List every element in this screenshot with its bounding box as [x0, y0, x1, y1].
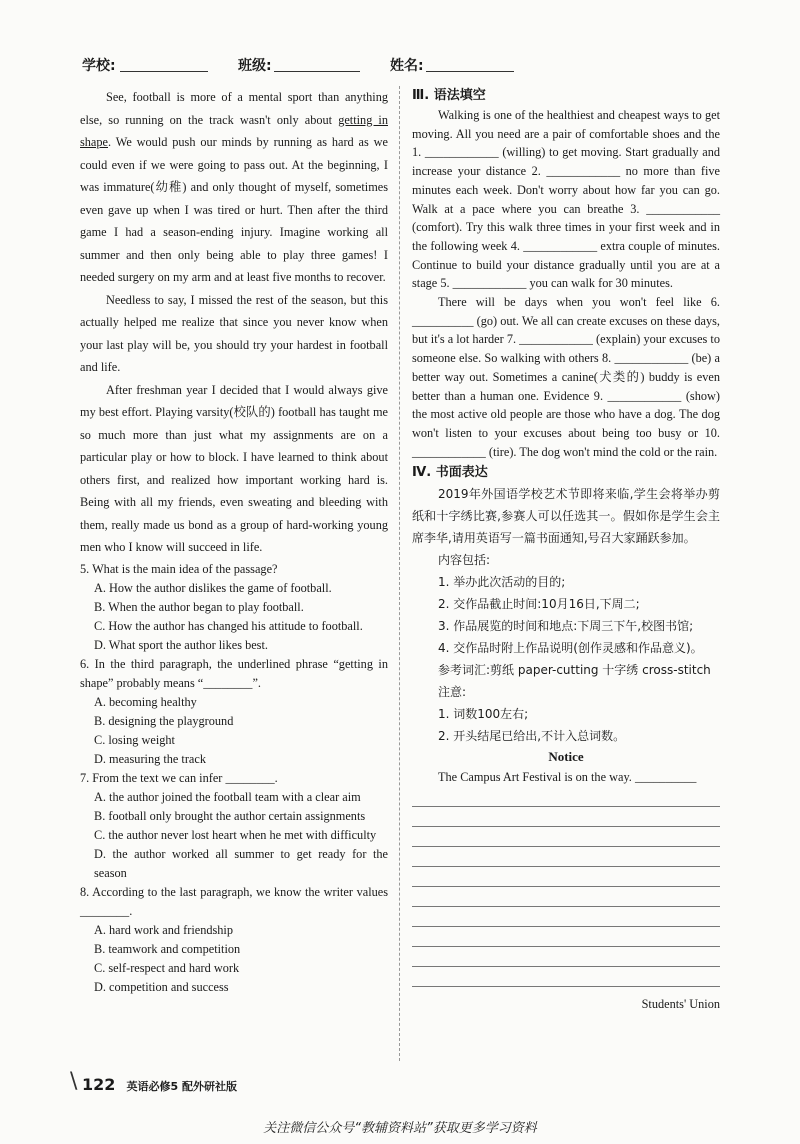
- school-blank[interactable]: [120, 71, 208, 72]
- content-item: 3. 作品展览的时间和地点:下周三下午,校图书馆;: [438, 619, 694, 634]
- bottom-banner: 关注微信公众号“教辅资料站”获取更多学习资料: [263, 1121, 537, 1136]
- writing-area[interactable]: [412, 787, 720, 987]
- name-label: 姓名:: [390, 58, 424, 74]
- option[interactable]: C. self-respect and hard work: [94, 960, 240, 975]
- footer-slash: \: [70, 1069, 78, 1094]
- content-item: 2. 交作品截止时间:10月16日,下周二;: [438, 597, 640, 612]
- notice-title: Notice: [548, 749, 584, 765]
- grammar-paragraph-2: There will be days when you won't feel like 6. __________ (go) out. We all can create excuses on these days, but it's a lot harder 7. ____________ (explain) your excuses to someone else. So walking with others 8. ____________ (be) a better way out. Sometimes a canine(犬类的) buddy is even better than a human one. Evidence 9. ____________ (show) the most active old people are those who have a dog. The dog won't listen to your excuses about being too busy or 10. ____________ (tire). The dog won't mind the cold or the rain.: [412, 295, 720, 459]
- writing-line[interactable]: [412, 847, 720, 867]
- option[interactable]: B. teamwork and competition: [94, 941, 241, 956]
- writing-intro: 2019年外国语学校艺术节即将来临,学生会将举办剪纸和十字绣比赛,参赛人可以任选其一。假如你是学生会主席李华,请用英语写一篇书面通知,号召大家踊跃参加。: [412, 487, 720, 546]
- question-5: 5. What is the main idea of the passage? A. How the author dislikes the game of football. B. When the author began to play football. C. How the author has changed his attitude to football. D. What sport the author likes best.: [80, 560, 388, 655]
- option[interactable]: D. competition and success: [94, 979, 229, 994]
- book-title: 英语必修5 配外研社版: [126, 1080, 237, 1093]
- question-8: 8. According to the last paragraph, we know the writer values ________. A. hard work and friendship B. teamwork and competition C. self-respect and hard work D. competition and success: [80, 883, 388, 997]
- name-blank[interactable]: [426, 71, 514, 72]
- column-divider: [399, 86, 400, 1061]
- option[interactable]: A. the author joined the football team with a clear aim: [94, 789, 361, 804]
- option[interactable]: B. football only brought the author certain assignments: [94, 808, 366, 823]
- writing-line[interactable]: [412, 967, 720, 987]
- note-item: 2. 开头结尾已给出,不计入总词数。: [438, 729, 626, 744]
- option[interactable]: C. How the author has changed his attitude to football.: [94, 618, 363, 633]
- class-label: 班级:: [238, 58, 272, 74]
- option[interactable]: A. How the author dislikes the game of football.: [94, 580, 332, 595]
- header: [0, 55, 800, 79]
- option[interactable]: A. becoming healthy: [94, 694, 197, 709]
- class-blank[interactable]: [274, 71, 360, 72]
- writing-line[interactable]: [412, 807, 720, 827]
- writing-line[interactable]: [412, 827, 720, 847]
- option[interactable]: A. hard work and friendship: [94, 922, 233, 937]
- writing-line[interactable]: [412, 787, 720, 807]
- grammar-paragraph-1: Walking is one of the healthiest and cheapest ways to get moving. All you need are a pair of comfortable shoes and the 1. ____________ (willing) to get moving. Start gradually and increase your distance 2. ____________ no more than five minutes each week. Don't worry about how far you can go. Walk at a pace where you can breathe 3. ____________ (comfort). Try this walk three times in your first week and in the following week 4. ____________ extra couple of minutes. Continue to build your distance gradually until you are at a stage 5. ____________ you can walk for 30 minutes.: [412, 108, 720, 291]
- content-label: 内容包括:: [438, 553, 491, 568]
- question-6: 6. In the third paragraph, the underlined phrase “getting in shape” probably means “________”. A. becoming healthy B. designing the playground C. losing weight D. measuring the track: [80, 655, 388, 769]
- option[interactable]: C. the author never lost heart when he met with difficulty: [94, 827, 377, 842]
- passage-paragraph-3: After freshman year I decided that I would always give my best effort. Playing varsity(校队的) football has taught me so much more than just what my assignments are on a particular play or how to block. I have learned to think about others first, and realized how important working hard is. Being with all my friends, even sweating and bleeding with them, really made us bond as a group of hard-working young men who I know will succeed in life.: [80, 382, 388, 554]
- page-footer: [70, 1069, 237, 1094]
- content-item: 1. 举办此次活动的目的;: [438, 575, 566, 590]
- option[interactable]: D. the author worked all summer to get ready for the season: [94, 846, 388, 880]
- vocab-hint: 参考词汇:剪纸 paper-cutting 十字绣 cross-stitch: [438, 663, 711, 678]
- writing-section-title: Ⅳ. 书面表达: [412, 465, 488, 481]
- writing-line[interactable]: [412, 867, 720, 887]
- notice-closing: Students' Union: [641, 997, 720, 1012]
- content-item: 4. 交作品时附上作品说明(创作灵感和作品意义)。: [438, 641, 703, 656]
- right-column: [412, 86, 720, 1016]
- page-number: 122: [82, 1075, 116, 1094]
- passage-paragraph-1: See, football is more of a mental sport than anything else, so running on the track wasn't only about getting in shape. We would push our minds by running as hard as we could even if we were going to pass out. At the beginning, I was immature(幼稚) and only thought of myself, sometimes even gave up when I was tired or hurt. Then after the third game I had a season-ending injury. Imagine working all summer and then only being able to play three games! I needed surgery on my arm and at least five months to recover.: [80, 90, 388, 284]
- passage-paragraph-2: Needless to say, I missed the rest of the season, but this actually helped me realize that since you never know when your last play will be, you should try your hardest in football and life.: [80, 292, 388, 374]
- option[interactable]: B. designing the playground: [94, 713, 234, 728]
- option[interactable]: B. When the author began to play football.: [94, 599, 304, 614]
- notice-opening: The Campus Art Festival is on the way. __________: [438, 770, 697, 785]
- option[interactable]: D. What sport the author likes best.: [94, 637, 268, 652]
- option[interactable]: C. losing weight: [94, 732, 175, 747]
- underlined-phrase: getting in shape: [80, 112, 388, 149]
- school-label: 学校:: [82, 58, 116, 74]
- question-7: 7. From the text we can infer ________. A. the author joined the football team with a clear aim B. football only brought the author certain assignments C. the author never lost heart when he met with difficulty D. the author worked all summer to get ready for the season: [80, 769, 388, 883]
- writing-line[interactable]: [412, 927, 720, 947]
- left-column: [80, 86, 388, 997]
- note-label: 注意:: [438, 685, 467, 700]
- writing-line[interactable]: [412, 887, 720, 907]
- note-item: 1. 词数100左右;: [438, 707, 529, 722]
- grammar-section-title: Ⅲ. 语法填空: [412, 88, 486, 103]
- writing-line[interactable]: [412, 947, 720, 967]
- writing-line[interactable]: [412, 907, 720, 927]
- option[interactable]: D. measuring the track: [94, 751, 206, 766]
